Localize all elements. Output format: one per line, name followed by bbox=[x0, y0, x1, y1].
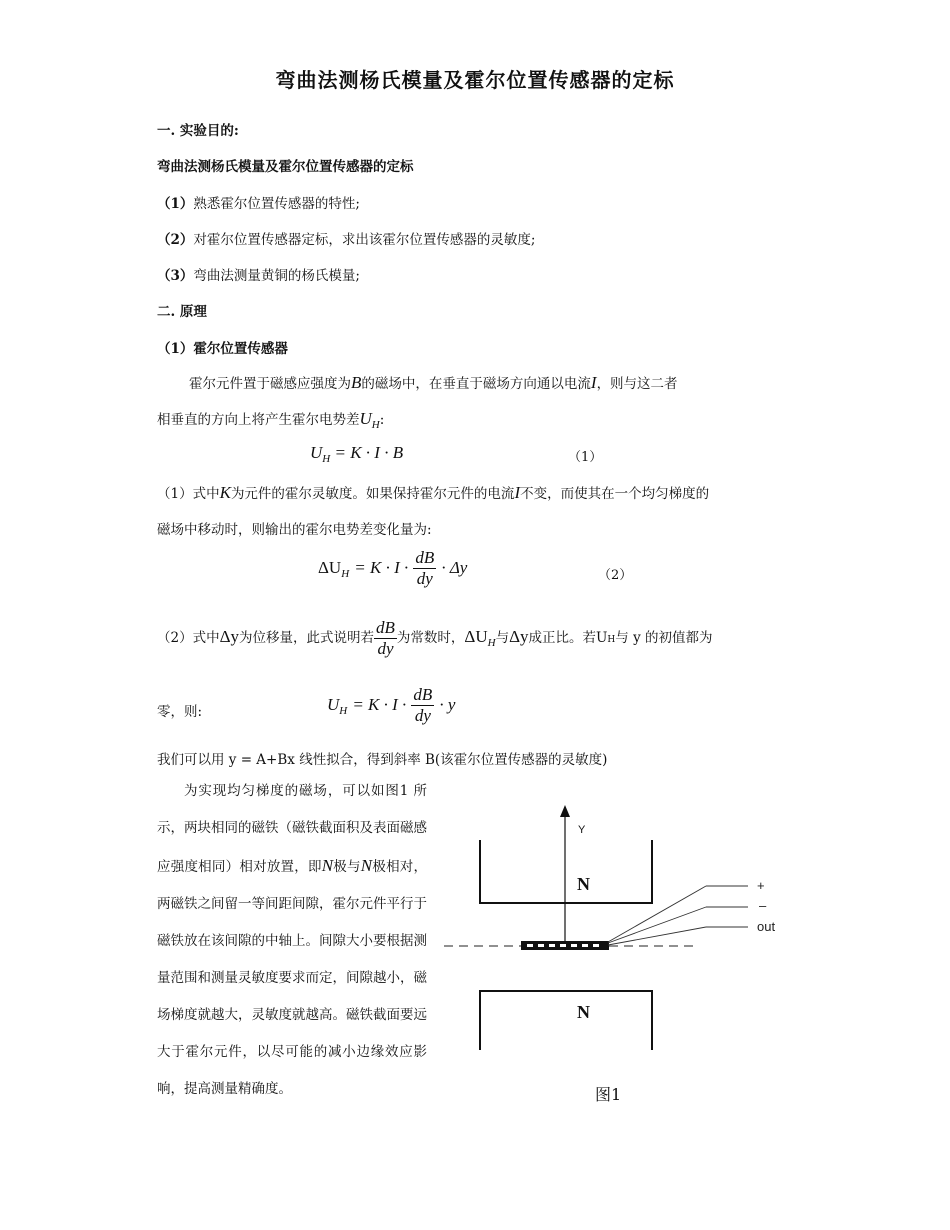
text-span: （1）式中 bbox=[157, 486, 220, 502]
text-span: 极与 bbox=[333, 859, 361, 875]
text-span: 与 bbox=[495, 630, 510, 646]
item-text: 熟悉霍尔位置传感器的特性; bbox=[193, 196, 360, 212]
paragraph-2 bbox=[157, 408, 384, 431]
bottom-magnet-label: N bbox=[577, 1002, 590, 1022]
math-subscript: H bbox=[322, 453, 331, 465]
item-text: 对霍尔位置传感器定标，求出该霍尔位置传感器的灵敏度; bbox=[193, 232, 536, 248]
math-var: U bbox=[310, 443, 323, 462]
equation-rhs: = K · I · B bbox=[334, 443, 404, 462]
equation-2-number: （2） bbox=[598, 568, 633, 583]
lead-plus-label: + bbox=[757, 878, 765, 893]
item-number: （3） bbox=[157, 268, 194, 284]
fraction-numerator: dB bbox=[376, 618, 395, 637]
math-var: U bbox=[359, 409, 372, 428]
fraction-dB-dy bbox=[411, 685, 434, 726]
text-span: 为常数时， bbox=[396, 630, 465, 646]
text-span: （2）式中 bbox=[157, 630, 220, 646]
equation-tail: · y bbox=[439, 695, 456, 714]
equation-mid: = K · I · bbox=[354, 558, 409, 577]
math-var: ΔU bbox=[464, 627, 488, 646]
math-subscript: H bbox=[607, 635, 616, 645]
math-var: K bbox=[219, 483, 231, 502]
text-column bbox=[157, 773, 427, 1108]
section2-heading: 二. 原理 bbox=[157, 304, 207, 320]
fraction-dB-dy bbox=[374, 618, 397, 659]
fraction-denominator: dy bbox=[414, 706, 431, 725]
math-subscript: H bbox=[341, 568, 350, 580]
text-span: 不变，而使其在一个均匀梯度的 bbox=[520, 486, 710, 502]
top-magnet-outline bbox=[480, 840, 652, 903]
text-span: 与 y 的初值都为 bbox=[615, 630, 713, 646]
objective-item-1 bbox=[157, 192, 360, 212]
bottom-magnet-outline bbox=[480, 991, 652, 1050]
figure-caption: 图1 bbox=[595, 1085, 622, 1104]
text-span: 为位移量，此式说明若 bbox=[239, 630, 375, 646]
item-number: （1） bbox=[157, 196, 194, 212]
math-var: Δy bbox=[509, 627, 529, 646]
math-var: ΔU bbox=[318, 558, 342, 577]
fraction-dB-dy bbox=[413, 548, 436, 589]
text-span: 极相对，两磁铁之间留一等间距间隙，霍尔元件平行于磁铁放在该间隙的中轴上。间隙大小要根据测量范围和测量灵敏度要求而定，间隙越小，磁场梯度就越大，灵敏度就越高。磁铁截面要远大于霍尔元件，以尽可能的减小边缘效应影响，提高测量精确度。 bbox=[157, 859, 428, 1097]
lead-out-label: out bbox=[757, 919, 776, 934]
page-title: 弯曲法测杨氏模量及霍尔位置传感器的定标 bbox=[275, 68, 675, 92]
text-span: 成正比。若U bbox=[528, 630, 608, 646]
item-number: （2） bbox=[157, 232, 194, 248]
text-span: 霍尔元件置于磁感应强度为 bbox=[189, 376, 351, 392]
fraction-numerator: dB bbox=[413, 685, 433, 704]
y-axis-arrowhead bbox=[560, 805, 570, 817]
math-subscript: H bbox=[339, 705, 348, 717]
paragraph-7: 我们可以用 y = A+Bx 线性拟合，得到斜率 B(该霍尔位置传感器的灵敏度) bbox=[157, 752, 608, 768]
text-span: ，则与这二者 bbox=[596, 376, 678, 392]
text-span: 为元件的霍尔灵敏度。如果保持霍尔元件的电流 bbox=[230, 486, 515, 502]
paragraph-3 bbox=[157, 482, 709, 503]
lead-minus-wire bbox=[608, 907, 706, 943]
equation-1 bbox=[310, 443, 403, 465]
equation-2 bbox=[318, 548, 467, 589]
fraction-numerator: dB bbox=[415, 548, 435, 567]
fraction-denominator: dy bbox=[416, 569, 433, 588]
math-var: B bbox=[351, 373, 362, 392]
math-var: I bbox=[590, 373, 597, 392]
paragraph-6: 零，则: bbox=[157, 704, 203, 720]
paragraph-5 bbox=[157, 618, 713, 659]
math-var: I bbox=[514, 483, 521, 502]
text-span: : bbox=[379, 412, 385, 428]
lead-out-wire bbox=[608, 927, 706, 945]
math-subscript: H bbox=[487, 637, 496, 649]
lead-minus-label: – bbox=[759, 898, 767, 913]
equation-3 bbox=[327, 685, 455, 726]
section1-heading: 一. 实验目的: bbox=[157, 123, 239, 139]
y-axis-label: Y bbox=[578, 824, 586, 836]
math-var: U bbox=[327, 695, 340, 714]
math-subscript: H bbox=[371, 419, 380, 431]
objective-item-2 bbox=[157, 228, 535, 248]
math-var: Δy bbox=[219, 627, 240, 646]
paragraph-1 bbox=[189, 372, 678, 393]
math-var: N bbox=[321, 856, 334, 875]
top-magnet-label: N bbox=[577, 874, 590, 894]
column-paragraph bbox=[157, 773, 427, 1108]
objective-item-3 bbox=[157, 264, 360, 284]
equation-mid: = K · I · bbox=[352, 695, 407, 714]
item-text: 弯曲法测量黄铜的杨氏模量; bbox=[193, 268, 360, 284]
equation-tail: · Δy bbox=[441, 558, 468, 577]
paragraph-4: 磁场中移动时，则输出的霍尔电势差变化量为: bbox=[157, 522, 432, 538]
text-span: 的磁场中，在垂直于磁场方向通以电流 bbox=[361, 376, 591, 392]
equation-1-number: （1） bbox=[568, 450, 603, 465]
text-span: 为实现均匀梯度的磁场，可以如图1 所示，两块相同的磁铁（磁铁截面积及表面磁感应强度相同）相对放置，即 bbox=[157, 783, 427, 875]
lead-plus-wire bbox=[608, 886, 706, 942]
fraction-denominator: dy bbox=[377, 639, 394, 658]
figure-1-diagram bbox=[430, 795, 800, 1125]
text-span: 相垂直的方向上将产生霍尔电势差 bbox=[157, 412, 360, 428]
math-var: N bbox=[360, 856, 373, 875]
subsection-hall-sensor: （1）霍尔位置传感器 bbox=[157, 341, 288, 357]
section1-subtitle: 弯曲法测杨氏模量及霍尔位置传感器的定标 bbox=[157, 159, 414, 175]
